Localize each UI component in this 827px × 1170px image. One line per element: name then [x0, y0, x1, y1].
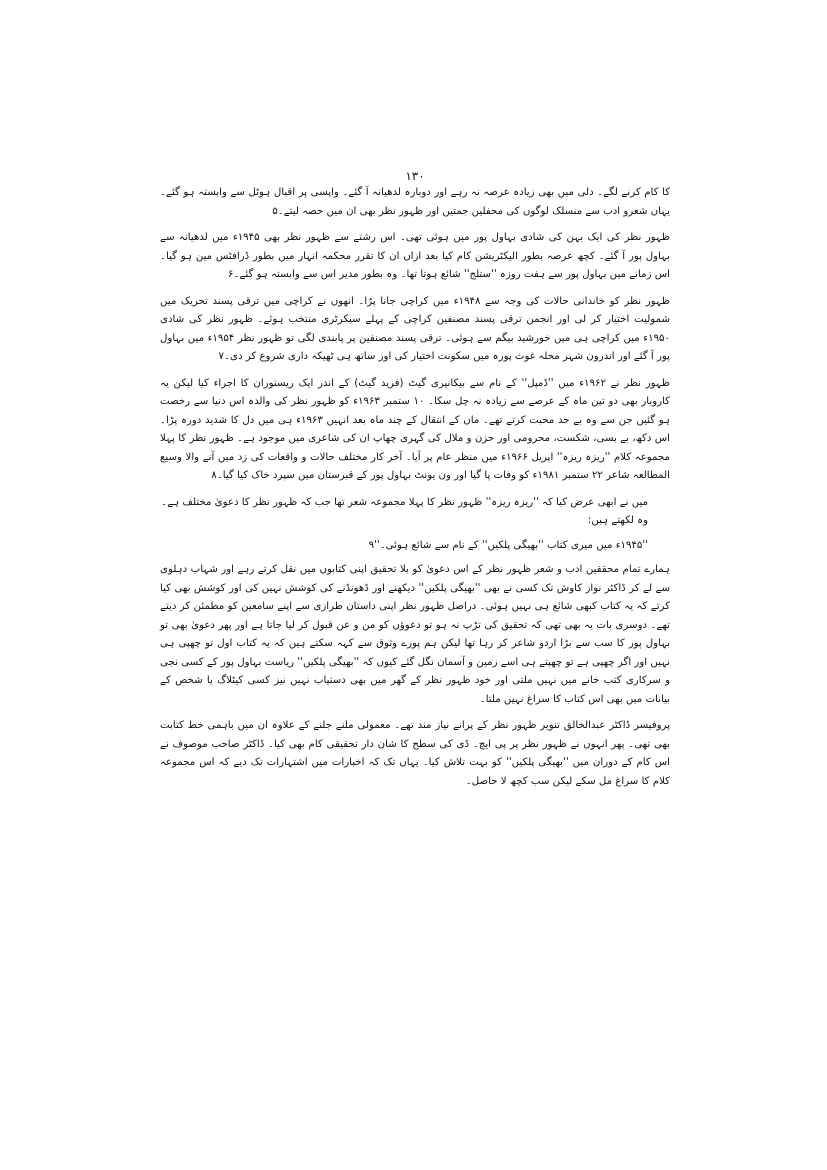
paragraph: ظہور نظر کو خاندانی حالات کی وجہ سے ۱۹۴۸ء میں کراچی جانا پڑا۔ انھوں نے کراچی میں ترقی پسند تحریک میں شمولیت اختیار کر لی اور انجمن ترقی پسند مصنفین کراچی کے پہلے سیکرٹری منتخب ہوئے۔ ظہور نظر کی شادی ۱۹۵۰ء میں کراچی ہی میں خورشید بیگم سے ہوئی۔ ترقی پسند مصنفین پر پابندی لگی تو ظہور نظر ۱۹۵۴ء میں بہاول پور آ گئے اور اندرون شہر محلہ غوث پورہ میں سکونت اختیار کی اور ساتھ ہی ٹھیکہ داری شروع کر دی۔۷ — [160, 295, 670, 362]
document-body — [160, 184, 670, 799]
paragraph: ظہور نظر نے ۱۹۶۲ء میں ''ڈمپل'' کے نام سے بیکانیری گیٹ (فرید گیٹ) کے اندر ایک ریستوران کا اجراء کیا لیکن یہ کاروبار بھی دو تین ماہ کے عرصے سے زیادہ نہ چل سکا۔ ۱۰ ستمبر ۱۹۶۳ء کو ظہور نظر کی والدہ اس دنیا سے رخصت ہو گئیں جن سے وہ بے حد محبت کرتے تھے۔ ماں کے انتقال کے چند ماہ بعد انہیں ۱۹۶۳ء ہی میں دل کا شدید دورہ پڑا۔ اس دکھ، بے بسی، شکست، محرومی اور حزن و ملال کی گہری چھاپ ان کی شاعری میں موجود ہے۔ ظہور نظر کا پہلا مجموعہ کلام ''ریزہ ریزہ'' اپریل ۱۹۶۶ء میں منظر عام پر آیا۔ آخر کار مختلف حالات و واقعات کی زد میں آنے والا وسیع المطالعہ شاعر ۲۲ ستمبر ۱۹۸۱ء کو وفات پا گیا اور ون یونٹ بہاول پور کے قبرستان میں سپرد خاک کیا گیا۔۸ — [160, 377, 671, 481]
paragraph: ہمارے تمام محققین ادب و شعر ظہور نظر کے اس دعویٰ کو بلا تحقیق اپنی کتابوں میں نقل کرتے رہے اور شہاب دہلوی سے لے کر ڈاکٹر نواز کاوش تک کسی نے بھی ''بھیگی پلکیں'' دیکھنے اور ڈھونڈنے کی کوشش نہیں کی اور کوشش بھی کیا کرتے کہ یہ کتاب کبھی شائع ہی نہیں ہوئی۔ دراصل ظہور نظر اپنی داستان طرازی سے اپنے سامعین کو مطمئن کر دیتے تھے۔ دوسری بات یہ بھی تھی کہ تحقیق کی تڑپ نہ ہو تو دعوؤں کو من و عن قبول کر لیا جاتا ہے اور پھر دعویٰ بھی تو بہاول پور کا سب سے بڑا اردو شاعر کر رہا تھا لیکن ہم پورے وثوق سے کہہ سکتے ہیں کہ یہ کتاب اول تو چھپی ہی نہیں اور اگر چھپی ہے تو چھپتے ہی اسے زمین و آسمان نگل گئے کیوں کہ ''بھیگی پلکیں'' ریاست بہاول پور کے کسی نجی و سرکاری کتب خانے میں نہیں ملتی اور خود ظہور نظر کے گھر میں بھی دستیاب نہیں نیز کسی کیٹلاگ یا شخص کے بیانات میں بھی اس کتاب کا سراغ نہیں ملتا۔ — [160, 564, 670, 705]
paragraph: پروفیسر ڈاکٹر عبدالخالق تنویر ظہور نظر کے پرانے نیاز مند تھے۔ معمولی ملنے جلنے کے علاوہ ان میں باہمی خط کتابت بھی تھی۔ پھر انہوں نے ظہور نظر پر پی ایچ۔ ڈی کی سطح کا شان دار تحقیقی کام بھی کیا۔ ڈاکٹر صاحب موصوف نے اس کام کے دوران میں ''بھیگی پلکیں'' کو بہت تلاش کیا۔ یہاں تک کہ اخبارات میں اشتہارات تک دیے کہ اس مجموعہ کلام کا سراغ مل سکے لیکن سب کچھ لا حاصل۔ — [160, 720, 670, 787]
block-quote: ''۱۹۴۵ء میں میری کتاب ''بھیگی پلکیں'' کے نام سے شائع ہوئی۔''۹ — [368, 539, 648, 551]
page-number: ۱۳۰ — [405, 169, 425, 183]
quote-intro: میں نے ابھی عرض کیا کہ ''ریزہ ریزہ'' ظہور نظر کا پہلا مجموعہ شعر تھا جب کہ ظہور نظر کا دعویٰ مختلف ہے۔ وہ لکھتے ہیں: — [161, 496, 648, 526]
paragraph: کا کام کرنے لگے۔ دلی میں بھی زیادہ عرصہ نہ رہے اور دوبارہ لدھیانہ آ گئے۔ واپسی پر اقبال ہوٹل سے وابستہ ہو گئے۔ یہاں شعرو ادب سے منسلک لوگوں کی محفلیں جمتیں اور ظہور نظر بھی ان میں حصہ لیتے۔۵ — [160, 187, 670, 217]
paragraph: ظہور نظر کی ایک بہن کی شادی بہاول پور میں ہوئی تھی۔ اس رشتے سے ظہور نظر بھی ۱۹۴۵ء میں لدھیانہ سے بہاول پور آ گئے۔ کچھ عرصہ بطور الیکٹریشن کام کیا بعد ازاں ان کا تقرر محکمہ انہار میں بطور ڈرافٹس مین ہو گیا۔ اس زمانے میں بہاول پور سے ہفت روزہ ''ستلج'' شائع ہوتا تھا۔ وہ بطور مدیر اس سے وابستہ ہو گئے۔۶ — [160, 232, 670, 280]
